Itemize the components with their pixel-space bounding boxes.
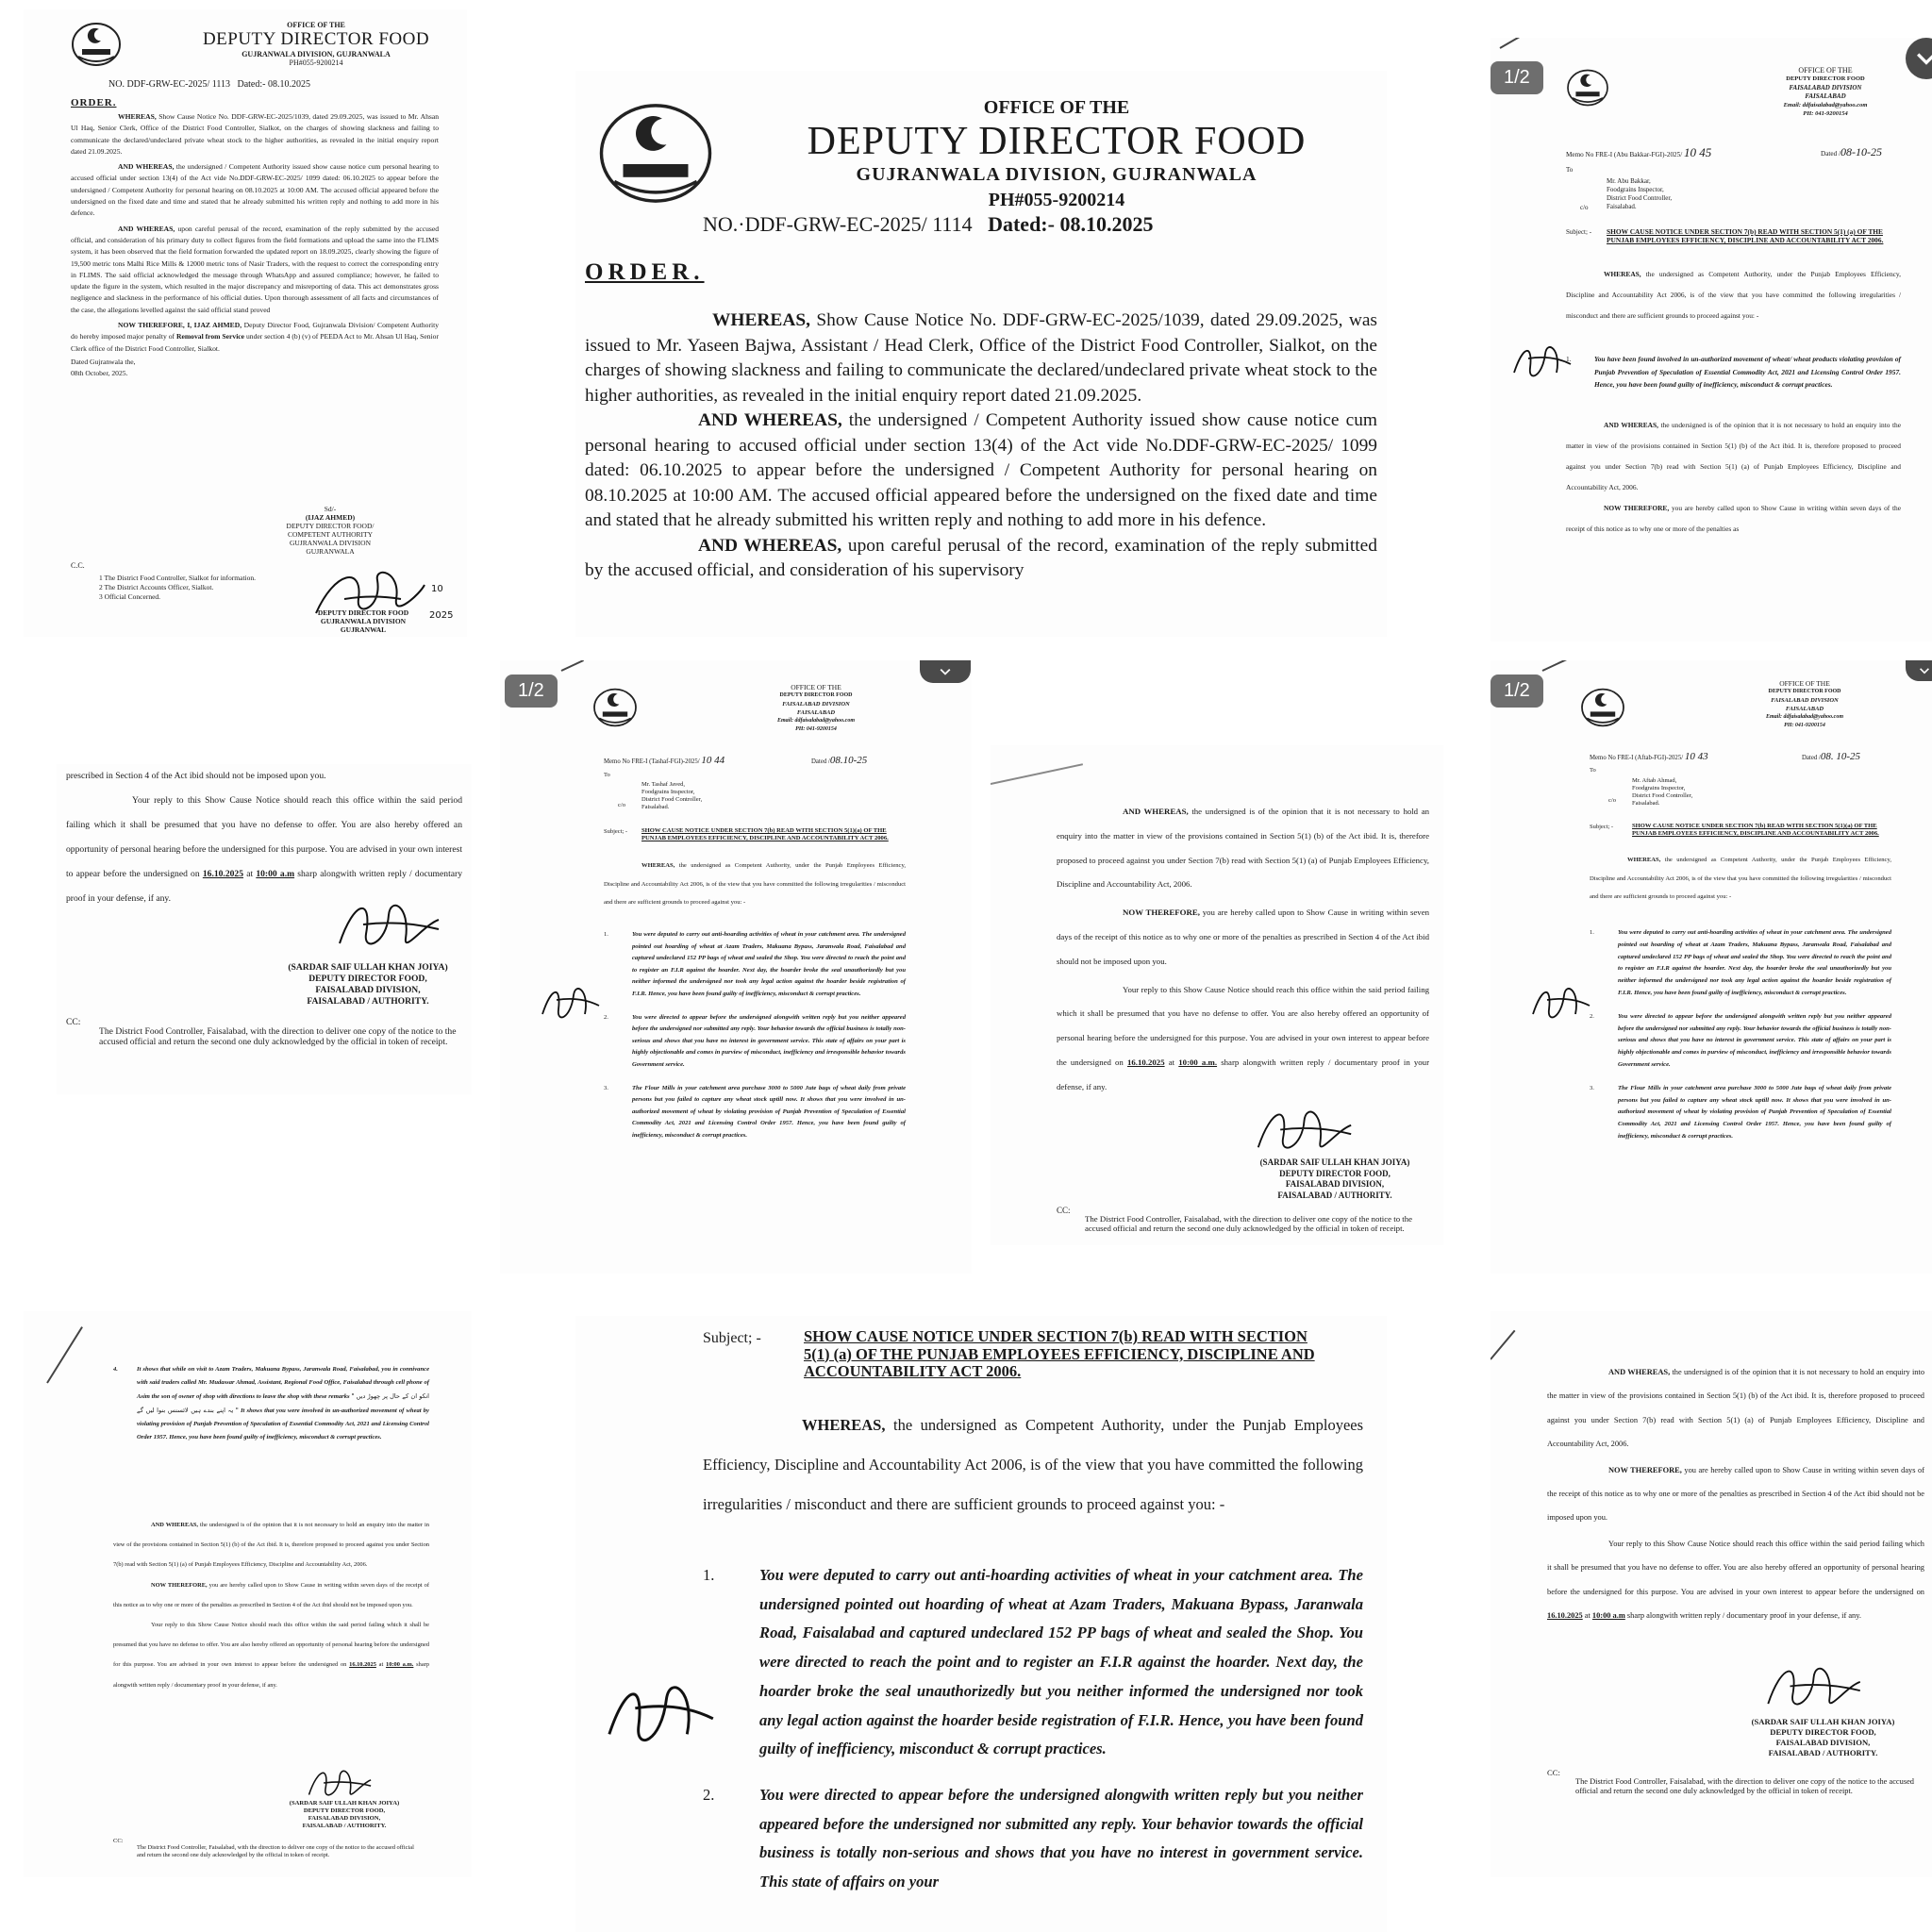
signatory-line: FAISALABAD / AUTHORITY. [302, 1823, 387, 1829]
order-number: NO. DDF-GRW-EC-2025/ 1113 [108, 79, 230, 90]
office-email: Email: ddfaisalabad@yahoo.com [1766, 714, 1843, 720]
cc-text: The District Food Controller, Faisalabad, with the direction to deliver one copy of the notice to the accused official and return the second one duly acknowledged by the official in token of receipt. [99, 1026, 457, 1047]
page-badge: 1/2 [1491, 61, 1543, 94]
notice-paragraph: sharp alongwith written reply / documentary proof in your defense, if any. [66, 869, 462, 904]
signature-mark [538, 976, 613, 1033]
andwhereas-lead: AND WHEREAS, [1604, 421, 1658, 429]
memo-date-handwritten: 08.10-25 [829, 755, 868, 766]
notice-page2-b [991, 745, 1443, 1245]
order-date: Dated:- 08.10.2025 [988, 212, 1154, 236]
notice-paragraph: the undersigned as Competent Authority, under the Punjab Employees Efficiency, Discipline and Accountability Act 2006, is of the view that you have committed the following irregularities / misconduct and there are sufficient grounds to proceed against you: - [703, 1416, 1364, 1513]
subject-label: Subject; - [1590, 824, 1614, 830]
notice-paragraph: you are hereby called upon to Show Cause in writing within seven days of the receipt of this notice as to why one or more of the penalties as prescribed in Section 4 of the Act ibid should not be imposed upon you. [1547, 1465, 1925, 1523]
signatory-line: DEPUTY DIRECTOR FOOD, [303, 1807, 386, 1814]
scribble-mark [46, 1326, 83, 1383]
notice-paragraph: the undersigned as Competent Authority, under the Punjab Employees Efficiency, Discipline and Accountability Act 2006, is of the view that you have committed the following irregularities / misconduct and there are sufficient grounds to proceed against you: - [604, 862, 906, 906]
office-phone: PH: 041-9200154 [795, 726, 837, 732]
signature-mark [307, 561, 458, 627]
svg-text:2025: 2025 [429, 610, 454, 621]
whereas-lead: WHEREAS, [1627, 857, 1661, 863]
notice-line: prescribed in Section 4 of the Act ibid should not be imposed upon you. [66, 771, 326, 781]
punjab-government-logo [592, 687, 638, 728]
signatory-line: COMPETENT AUTHORITY [287, 530, 374, 539]
signatory-line: FAISALABAD DIVISION, [1775, 1738, 1871, 1747]
notice-paragraph: Your reply to this Show Cause Notice should reach this office within the said period failing which it shall be presumed that you have no defense to offer. You are also hereby offered an opportunity of personal hearing before the undersigned for this purpose. You are advised in your own interest to appear before the undersigned on [113, 1622, 429, 1669]
notice-paragraph: sharp alongwith written reply / documentary proof in your defense, if any. [1626, 1611, 1861, 1621]
signatory-line: DEPUTY DIRECTOR FOOD, [308, 974, 427, 984]
address-line: District Food Controller, [641, 796, 703, 803]
signatory-line: FAISALABAD / AUTHORITY. [307, 996, 429, 1007]
address-line: District Food Controller, [1607, 194, 1673, 202]
charge-item: It shows that you were involved in un-authorized movement of wheat by violating provision of Punjab Prevention of Speculation of Essential Commodity Act, 2021 and Licensing Control Order 1957. Hence, you have been found guilty of inefficiency, misconduct & corrupt practices. [137, 1407, 429, 1441]
office-division: FAISALABAD DIVISION [782, 701, 850, 708]
to-label: To [1566, 166, 1574, 174]
signatory-name: (SARDAR SAIF ULLAH KHAN JOIYA) [1751, 1717, 1895, 1726]
show-cause-notice-1045: 1/2 OFFICE OF THE DEPUTY DIRECTOR FOOD FAISALABAD DIVISION FAISALABAD Email: ddfaisalabad@yahoo.com PH: 041-9200154 Memo No FRE-I (Abu Bakkar-FGI)-2025/ 10 45 Dated /08-10-25 To c/o Mr. Abu Bakkar, Foodgrains Inspector, District Food Controller, Faisalabad. Subject; - SHOW CAUSE NOTICE UNDER SECTION 7(b) READ WITH SECTION 5(1) (a) OF THE PUNJAB EMPLOYEES EFFICIENCY, DISCIPLINE AND ACCOUNTABILITY ACT 2006. WHEREAS, the undersigned as Competent Authority, under the Punjab Employees Efficiency, Discipline and Accountability Act 2006, is of the view that you have committed the following irregularities / misconduct and there are sufficient grounds to proceed against you: - 1. You have been found involved in un-authorized movement of wheat/ wheat products violating provision of Punjab Prevention of Speculation of Essential Commodity Act, 2021 and Licensing Control Order 1957. Hence, you have been found guilty of inefficiency, misconduct & corrupt practices. AND WHEREAS, the undersigned is of the opinion that it is not necessary to hold an enquiry into the matter in view of the provisions contained in Section 5(1) (b) of the Act ibid. It is, therefore proposed to proceed against you under Section 7(b) read with Section 5(1) (a) of Punjab Employees Efficiency, Discipline and Accountability Act, 2006. NOW THEREFORE, you are hereby called upon to Show Cause in writing within seven days of the receipt of this notice as to why one or more of the penalties as [1491, 38, 1932, 641]
p2-lead: AND WHEREAS, [698, 410, 842, 430]
office-phone: PH: 041-9200154 [1784, 723, 1825, 728]
memo-date-label: Dated / [811, 758, 830, 765]
stamp-line: DEPUTY DIRECTOR FOOD [317, 608, 409, 617]
memo-number: Memo No FRE-I (Aftab-FGI)-2025/ [1590, 755, 1684, 761]
signatory-line: FAISALABAD DIVISION, [1285, 1179, 1385, 1189]
charge-item: You were directed to appear before the undersigned alongwith written reply but you neither appeared before the undersigned nor submitted any reply. Your behavior towards the official business is totally non-serious and shows that you have no interest in government service. This state of affairs on your [759, 1785, 1363, 1891]
p1-lead: WHEREAS, [118, 112, 157, 121]
order-paragraph: under section 4 (b) (v) of PEEDA Act to Mr. Ahsan Ul Haq, Senior Clerk office of the District Food Controller, Sialkot. [71, 332, 439, 353]
address-line: District Food Controller, [1632, 792, 1693, 799]
notice-page2-a [57, 764, 472, 1094]
dated-day: 08th October, 2025. [71, 369, 128, 378]
hearing-time: 10:00 a.m [256, 869, 295, 879]
notice-paragraph: the undersigned is of the opinion that it is not necessary to hold an enquiry into the matter in view of the provisions contained in Section 5(1) (b) of the Act ibid. It is, therefore proposed to proceed against you under Section 7(b) read with Section 5(1) (a) of Punjab Employees Efficiency, Discipline and Accountability Act, 2006. [1566, 421, 1901, 491]
notice-zoomed-charges [575, 1316, 1387, 1932]
now-therefore-lead: NOW THEREFORE, [1604, 504, 1670, 512]
subject-text: SHOW CAUSE NOTICE UNDER SECTION 7(b) READ WITH SECTION 5(1)(a) OF THE PUNJAB EMPLOYEES EFFICIENCY, DISCIPLINE AND ACCOUNTABILITY ACT 2006. [1632, 823, 1879, 837]
notice-paragraph: the undersigned is of the opinion that it is not necessary to hold an enquiry into the matter in view of the provisions contained in Section 5(1) (b) of the Act ibid. It is, therefore proposed to proceed against you under Section 7(b) read with Section 5(1) (a) of Punjab Employees Efficiency, Discipline and Accountability Act, 2006. [1057, 807, 1429, 890]
item4-number: 4. [113, 1366, 118, 1373]
office-email: Email: ddfaisalabad@yahoo.com [1783, 102, 1868, 109]
notice-paragraph: Your reply to this Show Cause Notice should reach this office within the said period failing which it shall be presumed that you have no defense to offer. You are also hereby offered an opportunity of personal hearing before the undersigned for this purpose. You are advised in your own interest to appear before the undersigned on [1057, 984, 1429, 1067]
punjab-government-logo [1580, 687, 1625, 728]
signatory-line: DEPUTY DIRECTOR FOOD, [1279, 1168, 1391, 1178]
signatory-line: FAISALABAD / AUTHORITY. [1768, 1748, 1878, 1757]
stamp-line: GUJRANWAL [340, 625, 387, 634]
p3-lead: AND WHEREAS, [698, 535, 842, 556]
signatory-line: DEPUTY DIRECTOR FOOD/ [286, 522, 375, 530]
order-1114-document [575, 71, 1387, 637]
show-cause-notice-1044: 1/2 OFFICE OF THE DEPUTY DIRECTOR FOOD FAISALABAD DIVISION FAISALABAD Email: ddfaisalabad@yahoo.com PH: 041-9200154 Memo No FRE-I (Tashaf-FGI)-2025/ 10 44 Dated /08.10-25 To c/o Mr. Tashaf Javed, Foodgrains Inspector, District Food Controller, Faisalabad. Subject; - SHOW CAUSE NOTICE UNDER SECTION 7(b) READ WITH SECTION 5(1)(a) OF THE PUNJAB EMPLOYEES EFFICIENCY, DISCIPLINE AND ACCOUNTABILITY ACT 2006. WHEREAS, the undersigned as Competent Authority, under the Punjab Employees Efficiency, Discipline and Accountability Act 2006, is of the view that you have committed the following irregularities / misconduct and there are sufficient grounds to proceed against you: - 1. You were deputed to carry out anti-hoarding activities of wheat in your catchment area. The undersigned pointed out hoarding of wheat at Azam Traders, Makuana Bypass, Jaranwala Road, Faisalabad and captured undeclared 152 PP bags of wheat and sealed the Shop. You were directed to reach the point and to register an F.I.R against the hoarder. Next day, the hoarder broke the seal unauthorizedly but you neither informed the undersigned nor took any legal action against the hoarder beside registration of F.I.R. Hence, you have been found guilty of inefficiency, misconduct & corrupt practices. 2. You were directed to appear before the undersigned alongwith written reply but you neither appeared before the undersigned nor submitted any reply. Your behavior towards the official business is totally non-serious and shows that you have no interest in government service. This state of affairs on your part is highly objectionable and comes in purview of misconduct, inefficiency and irresponsible behavior towards Government service. 3. The Flour Mills in your catchment area purchase 3000 to 5000 Jute bags of wheat daily from private persons but you failed to capture any wheat stock uptill now. It shows that you were involved in un-authorized movement of wheat by violating provision of Punjab Prevention of Speculation of Essential Commodity Act, 2021 and Licensing Control Order 1957. Hence, you have been found guilty of inefficiency, misconduct & corrupt practices. [500, 660, 972, 1274]
signatory-name: (SARDAR SAIF ULLAH KHAN JOIYA) [1259, 1158, 1410, 1167]
cc-item: 2 The District Accounts Officer, Sialkot. [99, 583, 214, 591]
signature-mark [590, 1665, 750, 1769]
chevron-down-icon[interactable] [920, 660, 971, 683]
signature-mark [330, 887, 462, 962]
at-word: at [1168, 1057, 1175, 1067]
notice-page2-d [1491, 1311, 1932, 1877]
address-line: Foodgrains Inspector, [641, 789, 695, 795]
subject-text: SHOW CAUSE NOTICE UNDER SECTION 7(b) READ WITH SECTION 5(1)(a) OF THE PUNJAB EMPLOYEES EFFICIENCY, DISCIPLINE AND ACCOUNTABILITY ACT 2006. [641, 827, 889, 841]
cc-item: 3 Official Concerned. [99, 592, 161, 601]
order-paragraph: the undersigned / Competent Authority issued show cause notice cum personal hearing to accused official under section 13(4) of the Act vide No.DDF-GRW-EC-2025/ 1099 dated: 06.10.2025 to appear before the undersigned / Competent Authority for personal hearing on 08.10.2025 at 10:00 AM. The accused official appeared before the undersigned on the fixed date and time and stated that he already submitted his written reply and nothing to add more in his defence. [585, 410, 1377, 530]
show-cause-notice-1043: 1/2 OFFICE OF THE DEPUTY DIRECTOR FOOD FAISALABAD DIVISION FAISALABAD Email: ddfaisalabad@yahoo.com PH: 041-9200154 Memo No FRE-I (Aftab-FGI)-2025/ 10 43 Dated /08. 10-25 To c/o Mr. Aftab Ahmad, Foodgrains Inspector, District Food Controller, Faisalabad. Subject; - SHOW CAUSE NOTICE UNDER SECTION 7(b) READ WITH SECTION 5(1)(a) OF THE PUNJAB EMPLOYEES EFFICIENCY, DISCIPLINE AND ACCOUNTABILITY ACT 2006. WHEREAS, the undersigned as Competent Authority, under the Punjab Employees Efficiency, Discipline and Accountability Act 2006, is of the view that you have committed the following irregularities / misconduct and there are sufficient grounds to proceed against you: - 1. You were deputed to carry out anti-hoarding activities of wheat in your catchment area. The undersigned pointed out hoarding of wheat at Azam Traders, Makuana Bypass, Jaranwala Road, Faisalabad and captured undeclared 152 PP bags of wheat and sealed the Shop. You were directed to reach the point and to register an F.I.R against the hoarder. Next day, the hoarder broke the seal unauthorizedly but you neither informed the undersigned nor took any legal action against the hoarder beside registration of F.I.R. Hence, you have been found guilty of inefficiency, misconduct & corrupt practices. 2. You were directed to appear before the undersigned alongwith written reply but you neither appeared before the undersigned nor submitted any reply. Your behavior towards the official business is totally non-serious and shows that you have no interest in government service. This state of affairs on your part is highly objectionable and comes in purview of misconduct, inefficiency and irresponsible behavior towards Government service. 3. The Flour Mills in your catchment area purchase 3000 to 5000 Jute bags of wheat daily from private persons but you failed to capture any wheat stock uptill now. It shows that you were involved in un-authorized movement of wheat by violating provision of Punjab Prevention of Speculation of Essential Commodity Act, 2021 and Licensing Control Order 1957. Hence, you have been found guilty of inefficiency, misconduct & corrupt practices. [1491, 660, 1932, 1274]
notice-paragraph: Your reply to this Show Cause Notice should reach this office within the said period failing which it shall be presumed that you have no defense to offer. You are also hereby offered an opportunity of personal hearing before the undersigned for this purpose. You are advised in your own interest to appear before the undersigned on [66, 795, 462, 879]
charge-item: You were directed to appear before the undersigned alongwith written reply but you neither appeared before the undersigned nor submitted any reply. Your behavior towards the official business is totally non-serious and shows that you have no interest in government service. This state of affairs on your part is highly objectionable and comes in purview of misconduct, inefficiency and irresponsible behavior towards Government service. [632, 1013, 906, 1068]
whereas-lead: WHEREAS, [641, 862, 675, 869]
charge-item: You were deputed to carry out anti-hoarding activities of wheat in your catchment area. The undersigned pointed out hoarding of wheat at Azam Traders, Makuana Bypass, Jaranwala Road, Faisalabad and captured undeclared 152 PP bags of wheat and sealed the Shop. You were directed to reach the point and to register an F.I.R against the hoarder. Next day, the hoarder broke the seal unauthorizedly but you neither informed the undersigned nor took any legal action against the hoarder beside registration of F.I.R. Hence, you have been found guilty of inefficiency, misconduct & corrupt practices. [632, 931, 906, 997]
notice-paragraph: the undersigned is of the opinion that it is not necessary to hold an enquiry into the matter in view of the provisions contained in Section 5(1) (b) of the Act ibid. It is, therefore proposed to proceed against you under Section 7(b) read with Section 5(1) (a) of Punjab Employees Efficiency, Discipline and Accountability Act, 2006. [113, 1522, 429, 1569]
chevron-down-icon[interactable] [1906, 38, 1932, 79]
office-phone: PH#055-9200214 [289, 58, 343, 67]
subject-text: SHOW CAUSE NOTICE UNDER SECTION 7(b) READ WITH SECTION 5(1) (a) OF THE PUNJAB EMPLOYEES EFFICIENCY, DISCIPLINE AND ACCOUNTABILITY ACT 2006. [804, 1327, 1315, 1380]
notice-paragraph: the undersigned as Competent Authority, under the Punjab Employees Efficiency, Discipline and Accountability Act 2006, is of the view that you have committed the following irregularities / misconduct and there are sufficient grounds to proceed against you: - [1590, 857, 1891, 900]
signatory-line: FAISALABAD DIVISION, [315, 985, 421, 995]
andwhereas-lead: AND WHEREAS, [151, 1522, 198, 1528]
subject-label: Subject; - [1566, 228, 1592, 236]
office-city: FAISALABAD [1805, 92, 1846, 100]
p2-lead: AND WHEREAS, [118, 162, 175, 172]
subject-text: SHOW CAUSE NOTICE UNDER SECTION 7(b) READ WITH SECTION 5(1) (a) OF THE PUNJAB EMPLOYEES EFFICIENCY, DISCIPLINE AND ACCOUNTABILITY ACT 2006. [1607, 227, 1884, 244]
memo-date-handwritten: 08-10-25 [1840, 145, 1882, 158]
sd: Sd/- [324, 505, 337, 513]
order-1113-document [24, 9, 467, 637]
notice-paragraph: sharp alongwith written reply / documentary proof in your defense, if any. [113, 1661, 429, 1689]
signature-mark [1245, 1094, 1377, 1165]
order-heading: ORDER. [585, 259, 705, 285]
office-city: FAISALABAD [796, 709, 836, 716]
office-of: OFFICE OF THE [1798, 66, 1853, 75]
address-line: Mr. Abu Bakkar, [1607, 177, 1651, 185]
at-word: at [1584, 1611, 1591, 1621]
cc-text: The District Food Controller, Faisalabad, with the direction to deliver one copy of the notice to the accused official and return the second one duly acknowledged by the official in token of receipt. [1575, 1777, 1914, 1795]
office-title: DEPUTY DIRECTOR FOOD [807, 120, 1307, 163]
memo-handwritten: 10 43 [1684, 751, 1708, 762]
cc-text: The District Food Controller, Faisalabad, with the direction to deliver one copy of the notice to the accused official and return the second one duly acknowledged by the official in token of receipt. [137, 1844, 414, 1858]
office-division: GUJRANWALA DIVISION, GUJRANWALA [856, 164, 1257, 185]
item-number: 1. [703, 1566, 715, 1584]
office-of: OFFICE OF THE [1779, 679, 1830, 688]
co-label: c/o [1580, 204, 1589, 211]
office-of: OFFICE OF THE [983, 97, 1130, 118]
page-badge: 1/2 [1491, 675, 1543, 708]
signatory-line: GUJRANWALA [306, 547, 355, 556]
memo-number: Memo No FRE-I (Tashaf-FGI)-2025/ [604, 758, 700, 765]
subject-label: Subject; - [703, 1330, 761, 1346]
co-label: c/o [1608, 797, 1616, 804]
notice-paragraph: you are hereby called upon to Show Cause in writing within seven days of the receipt of this notice as to why one or more of the penalties as [1566, 504, 1901, 533]
charge-item: You were directed to appear before the undersigned alongwith written reply but you neither appeared before the undersigned nor submitted any reply. Your behavior towards the official business is totally non-serious and shows that you have no interest in government service. This state of affairs on your part is highly objectionable and comes in purview of misconduct, inefficiency and irresponsible behavior towards Government service. [1618, 1012, 1891, 1068]
p4-lead: NOW THEREFORE, I, IJAZ AHMED, [118, 321, 242, 330]
now-therefore-lead: NOW THEREFORE, [1123, 908, 1200, 918]
address-line: Mr. Aftab Ahmad, [1632, 777, 1677, 784]
office-of: OFFICE OF THE [791, 683, 841, 691]
cc-label: CC: [1057, 1206, 1071, 1215]
memo-date-handwritten: 08. 10-25 [1820, 751, 1860, 762]
scribble-mark [1500, 38, 1525, 49]
signatory-line: FAISALABAD / AUTHORITY. [1277, 1190, 1392, 1200]
hearing-time: 10:00 a.m. [1178, 1057, 1218, 1067]
urdu-remark: " انکو ان کے حال پر چھوڑ دیں یہ اپنے بندے ہیں لائسنس بنوا لیں گے " [137, 1392, 429, 1414]
cc-label: C.C. [71, 561, 85, 570]
office-title: DEPUTY DIRECTOR FOOD [1768, 689, 1841, 694]
signatory-line: FAISALABAD DIVISION, [308, 1815, 381, 1822]
co-label: c/o [618, 802, 625, 808]
order-date: Dated:- 08.10.2025 [237, 79, 310, 90]
page-badge: 1/2 [505, 675, 558, 708]
signatory-name: (IJAZ AHMED) [305, 513, 356, 522]
at-word: at [378, 1661, 384, 1669]
scribble-mark [1491, 1330, 1515, 1360]
order-paragraph: upon careful perusal of the record, examination of the reply submitted by the accused official, and consideration of his supervisory [585, 535, 1377, 580]
office-division: GUJRANWALA DIVISION, GUJRANWALA [242, 50, 391, 58]
charge-item: You were deputed to carry out anti-hoarding activities of wheat in your catchment area. The undersigned pointed out hoarding of wheat at Azam Traders, Makuana Bypass, Jaranwala Road, Faisalabad and captured undeclared 152 PP bags of wheat and sealed the Shop. You were directed to reach the point and to register an F.I.R against the hoarder. Next day, the hoarder broke the seal unauthorizedly but you neither informed the undersigned nor took any legal action against the hoarder beside registration of F.I.R. Hence, you have been found guilty of inefficiency, misconduct & corrupt practices. [759, 1566, 1363, 1758]
memo-handwritten: 10 45 [1684, 145, 1712, 159]
memo-date-label: Dated / [1821, 150, 1840, 158]
svg-text:10: 10 [431, 584, 443, 594]
p1-lead: WHEREAS, [712, 310, 810, 330]
hearing-date: 16.10.2025 [202, 869, 244, 879]
charge-item: It shows that while on visit to Azam Traders, Makuana Bypass, Jaranwala Road, Faisalabad, you in connivance with said traders called Mr. Mudassar Ahmad, Assistant, Regional Food Office, Faisalabad through cell phone of Asim the son of owner of shop with directions to leave the shop with these remarks [137, 1366, 429, 1400]
office-email: Email: ddfaisalabad@yahoo.com [777, 718, 855, 724]
memo-number: Memo No FRE-I (Abu Bakkar-FGI)-2025/ [1566, 151, 1683, 158]
andwhereas-lead: AND WHEREAS, [1608, 1368, 1671, 1376]
cc-label: CC: [1547, 1768, 1560, 1777]
office-title: DEPUTY DIRECTOR FOOD [779, 692, 853, 698]
whereas-lead: WHEREAS, [802, 1416, 886, 1434]
cc-label: CC: [66, 1017, 81, 1027]
dated-at: Dated Gujranwala the, [71, 357, 136, 366]
memo-date-label: Dated / [1802, 755, 1821, 761]
order-paragraph: the undersigned / Competent Authority issued show cause notice cum personal hearing to accused official under section 13(4) of the Act vide No.DDF-GRW-EC-2025/ 1099 dated: 06.10.2025 to appear before the undersigned / Competent Authority for personal hearing on 08.10.2025 at 10:00 AM. The accused official appeared before the undersigned on the fixed date and time and stated that he already submitted his written reply and nothing to add more in his defence. [71, 162, 439, 218]
stamp-line: GUJRANWALA DIVISION [320, 617, 407, 625]
whereas-lead: WHEREAS, [1604, 270, 1641, 278]
cc-label: CC: [113, 1838, 124, 1844]
notice-paragraph: you are hereby called upon to Show Cause in writing within seven days of the receipt of this notice as to why one or more of the penalties as prescribed in Section 4 of the Act ibid should not be imposed upon you. [113, 1581, 429, 1608]
to-label: To [1590, 767, 1596, 774]
signature-mark [1509, 335, 1585, 391]
notice-paragraph: the undersigned is of the opinion that it is not necessary to hold an enquiry into the matter in view of the provisions contained in Section 5(1) (b) of the Act ibid. It is, therefore proposed to proceed against you under Section 7(b) read with Section 5(1) (a) of Punjab Employees Efficiency, Discipline and Accountability Act, 2006. [1547, 1368, 1925, 1449]
office-of: OFFICE OF THE [287, 21, 345, 29]
charge-item: You were deputed to carry out anti-hoarding activities of wheat in your catchment area. The undersigned pointed out hoarding of wheat at Azam Traders, Makuana Bypass, Jaranwala Road, Faisalabad and captured undeclared 152 PP bags of wheat and sealed the Shop. You were directed to reach the point and to register an F.I.R against the hoarder. Next day, the hoarder broke the seal unauthorizedly but you neither informed the undersigned nor took any legal action against the hoarder beside registration of F.I.R. Hence, you have been found guilty of inefficiency, misconduct & corrupt practices. [1618, 929, 1891, 996]
hearing-date: 16.10.2025 [1127, 1057, 1165, 1067]
order-number: NO.·DDF-GRW-EC-2025/ 1114 [703, 212, 973, 236]
now-therefore-lead: NOW THEREFORE, [1608, 1465, 1682, 1474]
hearing-date: 16.10.2025 [349, 1661, 376, 1669]
address-line: Faisalabad. [1632, 800, 1660, 807]
notice-paragraph: sharp alongwith written reply / documentary proof in your defense, if any. [1057, 1057, 1430, 1091]
item-number: 2. [703, 1785, 715, 1804]
address-line: Foodgrains Inspector, [1632, 785, 1686, 791]
signature-mark [1759, 1651, 1882, 1722]
now-therefore-lead: NOW THEREFORE, [151, 1581, 208, 1589]
hearing-time: 10:00 a.m. [386, 1661, 414, 1669]
subject-label: Subject; - [604, 828, 628, 835]
signature-mark [297, 1759, 391, 1807]
notice-paragraph: the undersigned as Competent Authority, under the Punjab Employees Efficiency, Discipline and Accountability Act 2006, is of the view that you have committed the following irregularities / misconduct and there are sufficient grounds to proceed against you: - [1566, 270, 1901, 320]
p3-lead: AND WHEREAS, [118, 224, 175, 233]
punjab-government-logo [594, 99, 717, 208]
hearing-date: 16.10.2025 [1547, 1611, 1583, 1621]
order-paragraph: Deputy Director Food, Gujranwala Division/ Competent Authority do hereby imposed major penalty of [71, 321, 439, 341]
signatory-name: (SARDAR SAIF ULLAH KHAN JOIYA) [288, 962, 448, 973]
hearing-time: 10:00 a.m [1591, 1611, 1625, 1621]
order-paragraph: Show Cause Notice No. DDF-GRW-EC-2025/1039, dated 29.09.2025, was issued to Mr. Ahsan Ul Haq, Senior Clerk, Office of the District Food Controller, Sialkot, on the charges of showing slackness and failing to communicate the declared/undeclared private wheat stock to the higher authorities, as revealed in the initial enquiry report dated 21.09.2025. [71, 112, 439, 156]
address-line: Foodgrains Inspector, [1607, 186, 1664, 193]
chevron-down-icon[interactable] [1906, 660, 1932, 681]
office-title: DEPUTY DIRECTOR FOOD [1786, 75, 1865, 83]
office-city: FAISALABAD [1785, 706, 1824, 712]
office-division: FAISALABAD DIVISION [1771, 697, 1839, 704]
order-paragraph: upon careful perusal of the record, examination of the reply submitted by the accused official, and consideration of his primary duty to collect figures from the field formations and upload the same into the FLIMS system, it has been observed that the field formation forwarded the updated report on 18.09.2025, clearly showing the figure of 19,500 metric tons Malhi Rice Mills & 12000 metric tons of Nasir Traders, with the request to correct the corresponding entry in FLIMS. The said official acknowledged the message through WhatsApp and assured compliance; however, he failed to update the figure in the system, which resulted in the major discrepancy and misreporting of data. This act demonstrates gross negligence and slackness in the performance of his official duties. Upon thorough assessment of all facts and circumstances of the case, the allegations levelled against the said official stand proved [71, 224, 440, 314]
order-heading: ORDER. [71, 97, 117, 108]
address-line: Faisalabad. [641, 804, 670, 810]
penalty: Removal from Service [176, 332, 245, 341]
andwhereas-lead: AND WHEREAS, [1123, 807, 1189, 816]
cc-text: The District Food Controller, Faisalabad, with the direction to deliver one copy of the notice to the accused official and return the second one duly acknowledged by the official in token of receipt. [1085, 1214, 1413, 1233]
office-phone: PH: 041-9200154 [1803, 110, 1848, 118]
address-line: Mr. Tashaf Javed, [641, 781, 685, 788]
memo-handwritten: 10 44 [701, 755, 725, 766]
scribble-mark [1542, 660, 1567, 672]
charge-item: You have been found involved in un-authorized movement of wheat/ wheat products violating provision of Punjab Prevention of Speculation of Essential Commodity Act, 2021 and Licensing Control Order 1957. Hence, you have been found guilty of inefficiency, misconduct & corrupt practices. [1594, 355, 1901, 389]
to-label: To [604, 772, 610, 778]
office-phone: PH#055-9200214 [988, 190, 1125, 210]
charge-item: The Flour Mills in your catchment area purchase 3000 to 5000 Jute bags of wheat daily from private persons but you failed to capture any wheat stock uptill now. It shows that you were involved in un-authorized movement of wheat by violating provision of Punjab Prevention of Speculation of Essential Commodity Act, 2021 and Licensing Control Order 1957. Hence, you have been found guilty of inefficiency, misconduct & corrupt practices. [632, 1084, 906, 1139]
punjab-government-logo [1566, 68, 1609, 108]
office-title: DEPUTY DIRECTOR FOOD [202, 29, 430, 49]
scribble-mark [991, 763, 1083, 785]
charge-item: The Flour Mills in your catchment area purchase 3000 to 5000 Jute bags of wheat daily from private persons but you failed to capture any wheat stock uptill now. It shows that you were involved in un-authorized movement of wheat by violating provision of Punjab Prevention of Speculation of Essential Commodity Act, 2021 and Licensing Control Order 1957. Hence, you have been found guilty of inefficiency, misconduct & corrupt practices. [1618, 1084, 1891, 1140]
cc-item: 1 The District Food Controller, Sialkot for information. [99, 574, 256, 582]
signatory-line: DEPUTY DIRECTOR FOOD, [1770, 1727, 1876, 1737]
notice-paragraph: Your reply to this Show Cause Notice should reach this office within the said period failing which it shall be presumed that you have no defense to offer. You are also hereby offered an opportunity of personal hearing before the undersigned for this purpose. You are advised in your own interest to appear before the undersigned on [1547, 1539, 1924, 1596]
scribble-mark [561, 660, 584, 672]
signatory-line: GUJRANWALA DIVISION [289, 539, 372, 547]
signature-mark [1528, 976, 1604, 1033]
notice-page2-c [24, 1311, 472, 1877]
notice-paragraph: you are hereby called upon to Show Cause in writing within seven days of the receipt of this notice as to why one or more of the penalties as prescribed in Section 4 of the Act ibid should not be imposed upon you. [1057, 908, 1429, 966]
at-word: at [246, 869, 254, 879]
address-line: Faisalabad. [1607, 203, 1637, 210]
punjab-government-logo [71, 21, 122, 68]
signatory-name: (SARDAR SAIF ULLAH KHAN JOIYA) [289, 1800, 400, 1807]
office-division: FAISALABAD DIVISION [1789, 83, 1862, 92]
order-paragraph: Show Cause Notice No. DDF-GRW-EC-2025/1039, dated 29.09.2025, was issued to Mr. Yaseen Bajwa, Assistant / Head Clerk, Office of the District Food Controller, Sialkot, on the charges of showing slackness and failing to communicate the declared/undeclared private wheat stock to the higher authorities, as revealed in the initial enquiry report dated 21.09.2025. [585, 310, 1377, 406]
